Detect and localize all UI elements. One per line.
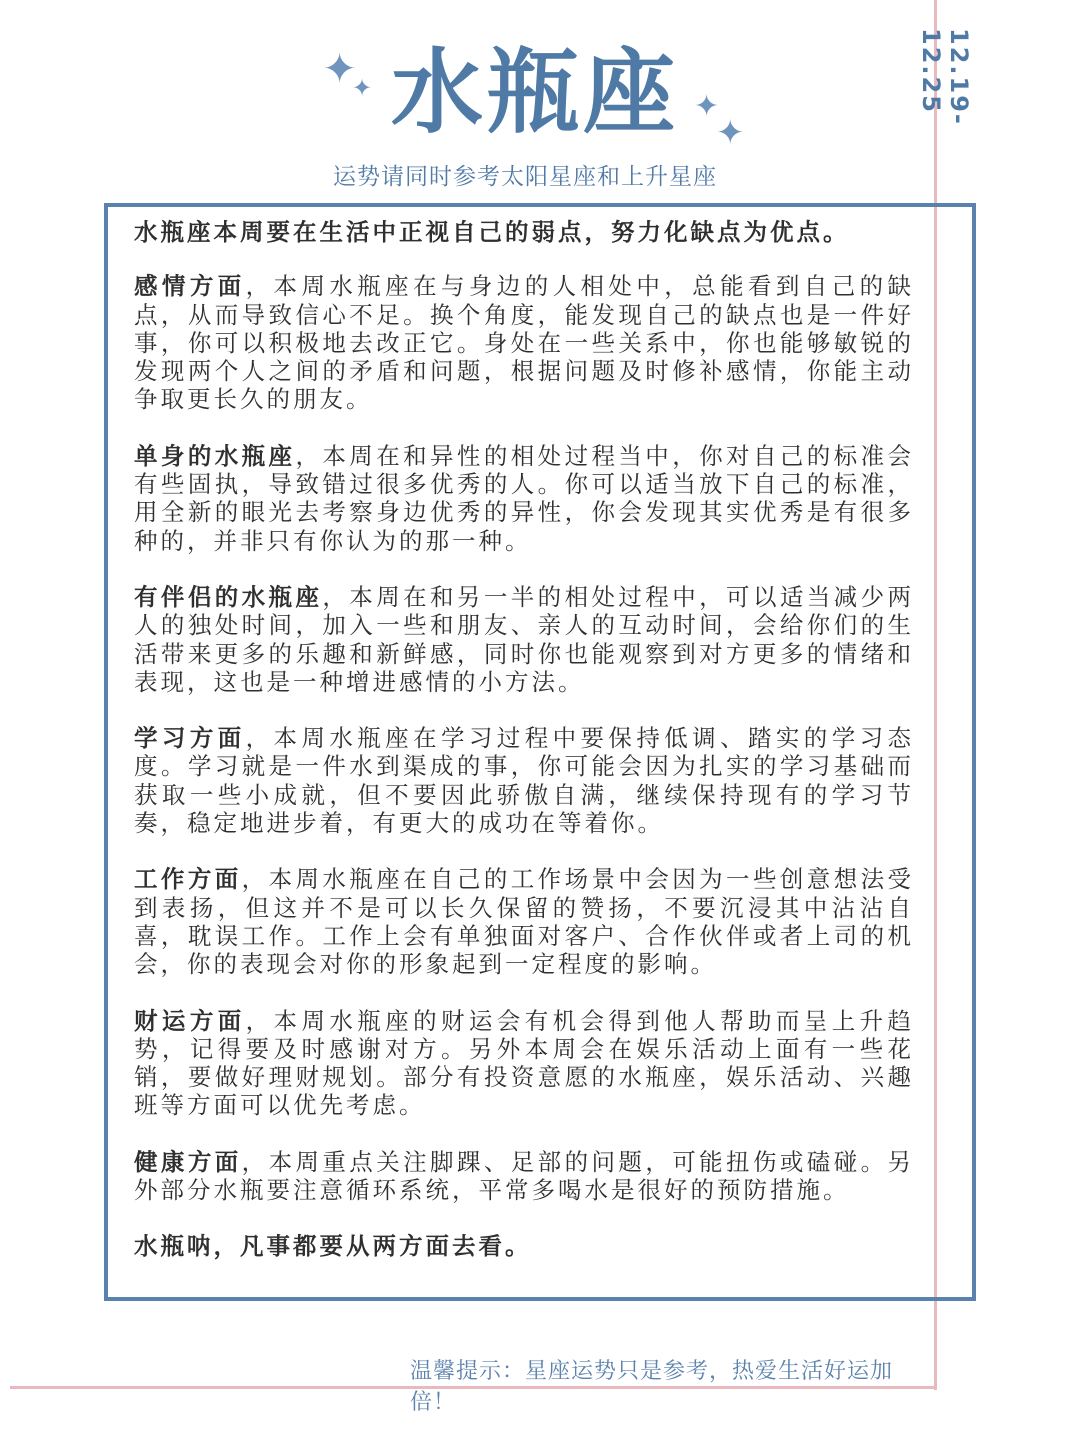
section-text: ，本周水瓶座在自己的工作场景中会因为一些创意想法受到表扬，但这并不是可以长久保留的赞扬，不要沉浸其中沾沾自喜，耽误工作。工作上会有单独面对客户、合作伙伴或者上司的机会，你的表现会对你的形象起到一定程度的影响。 [134, 865, 915, 979]
section-paragraph [134, 724, 914, 837]
sparkle-icon: ✦ [716, 113, 745, 153]
section-paragraph [134, 865, 914, 978]
section-text: ，本周重点关注脚踝、足部的问题，可能扭伤或磕碰。另外部分水瓶要注意循环系统，平常多喝水是很好的预防措施。 [134, 1147, 915, 1205]
section-text: ，本周水瓶座在学习过程中要保持低调、踏实的学习态度。学习就是一件水到渠成的事，你可能会因为扎实的学习基础而获取一些小成就，但不要因此骄傲自满，继续保持现有的学习节奏，稳定地进步着，有更大的成功在等着你。 [134, 724, 915, 838]
section-heading: 有伴侣的水瓶座 [134, 582, 323, 611]
section-paragraph [134, 583, 914, 696]
intro-text: 水瓶座本周要在生活中正视自己的弱点，努力化缺点为优点。 [134, 218, 850, 246]
section-text: ，本周在和另一半的相处过程中，可以适当减少两人的独处时间，加入一些和朋友、亲人的互动时间，会给你们的生活带来更多的乐趣和新鲜感，同时你也能观察到对方更多的情绪和表现，这也是一种增进感情的小方法。 [134, 582, 914, 696]
section-paragraph [134, 272, 914, 413]
sparkle-icon: ✦ [352, 74, 373, 102]
article-body [134, 218, 914, 1289]
page-title: 水瓶座 [390, 39, 679, 146]
section-paragraph [134, 1148, 914, 1205]
section-heading: 单身的水瓶座 [134, 441, 296, 470]
section-paragraph [134, 1007, 914, 1120]
sparkle-icon: ✦ [694, 89, 720, 124]
closing-text: 水瓶呐，凡事都要从两方面去看。 [134, 1232, 532, 1261]
footer-tip: 温馨提示：星座运势只是参考，热爱生活好运加倍！ [410, 1359, 894, 1415]
section-heading: 工作方面 [134, 865, 242, 894]
section-heading: 感情方面 [134, 272, 246, 301]
section-heading: 健康方面 [134, 1147, 242, 1176]
section-paragraph [134, 442, 914, 555]
closing-paragraph [134, 1232, 914, 1260]
page-subtitle: 运势请同时参考太阳星座和上升星座 [333, 164, 717, 190]
date-range: 12.19-12.25 [917, 28, 973, 126]
section-text: ，本周水瓶座在与身边的人相处中，总能看到自己的缺点，从而导致信心不足。换个角度，能发现自己的缺点也是一件好事，你可以积极地去改正它。身处在一些关系中，你也能够敏锐的发现两个人之间的矛盾和问题，根据问题及时修补感情，你能主动争取更长久的朋友。 [134, 272, 915, 414]
section-heading: 学习方面 [134, 724, 246, 753]
intro-paragraph [134, 218, 914, 246]
section-text: ，本周水瓶座的财运会有机会得到他人帮助而呈上升趋势，记得要及时感谢对方。另外本周会在娱乐活动上面有一些花销，要做好理财规划。部分有投资意愿的水瓶座，娱乐活动、兴趣班等方面可以优先考虑。 [134, 1006, 915, 1120]
section-text: ，本周在和异性的相处过程当中，你对自己的标准会有些固执，导致错过很多优秀的人。你可以适当放下自己的标准，用全新的眼光去考察身边优秀的异性，你会发现其实优秀是有很多种的，并非只有你认为的那一种。 [134, 441, 915, 555]
section-heading: 财运方面 [134, 1006, 246, 1035]
sparkle-icon: ✦ [322, 44, 358, 93]
